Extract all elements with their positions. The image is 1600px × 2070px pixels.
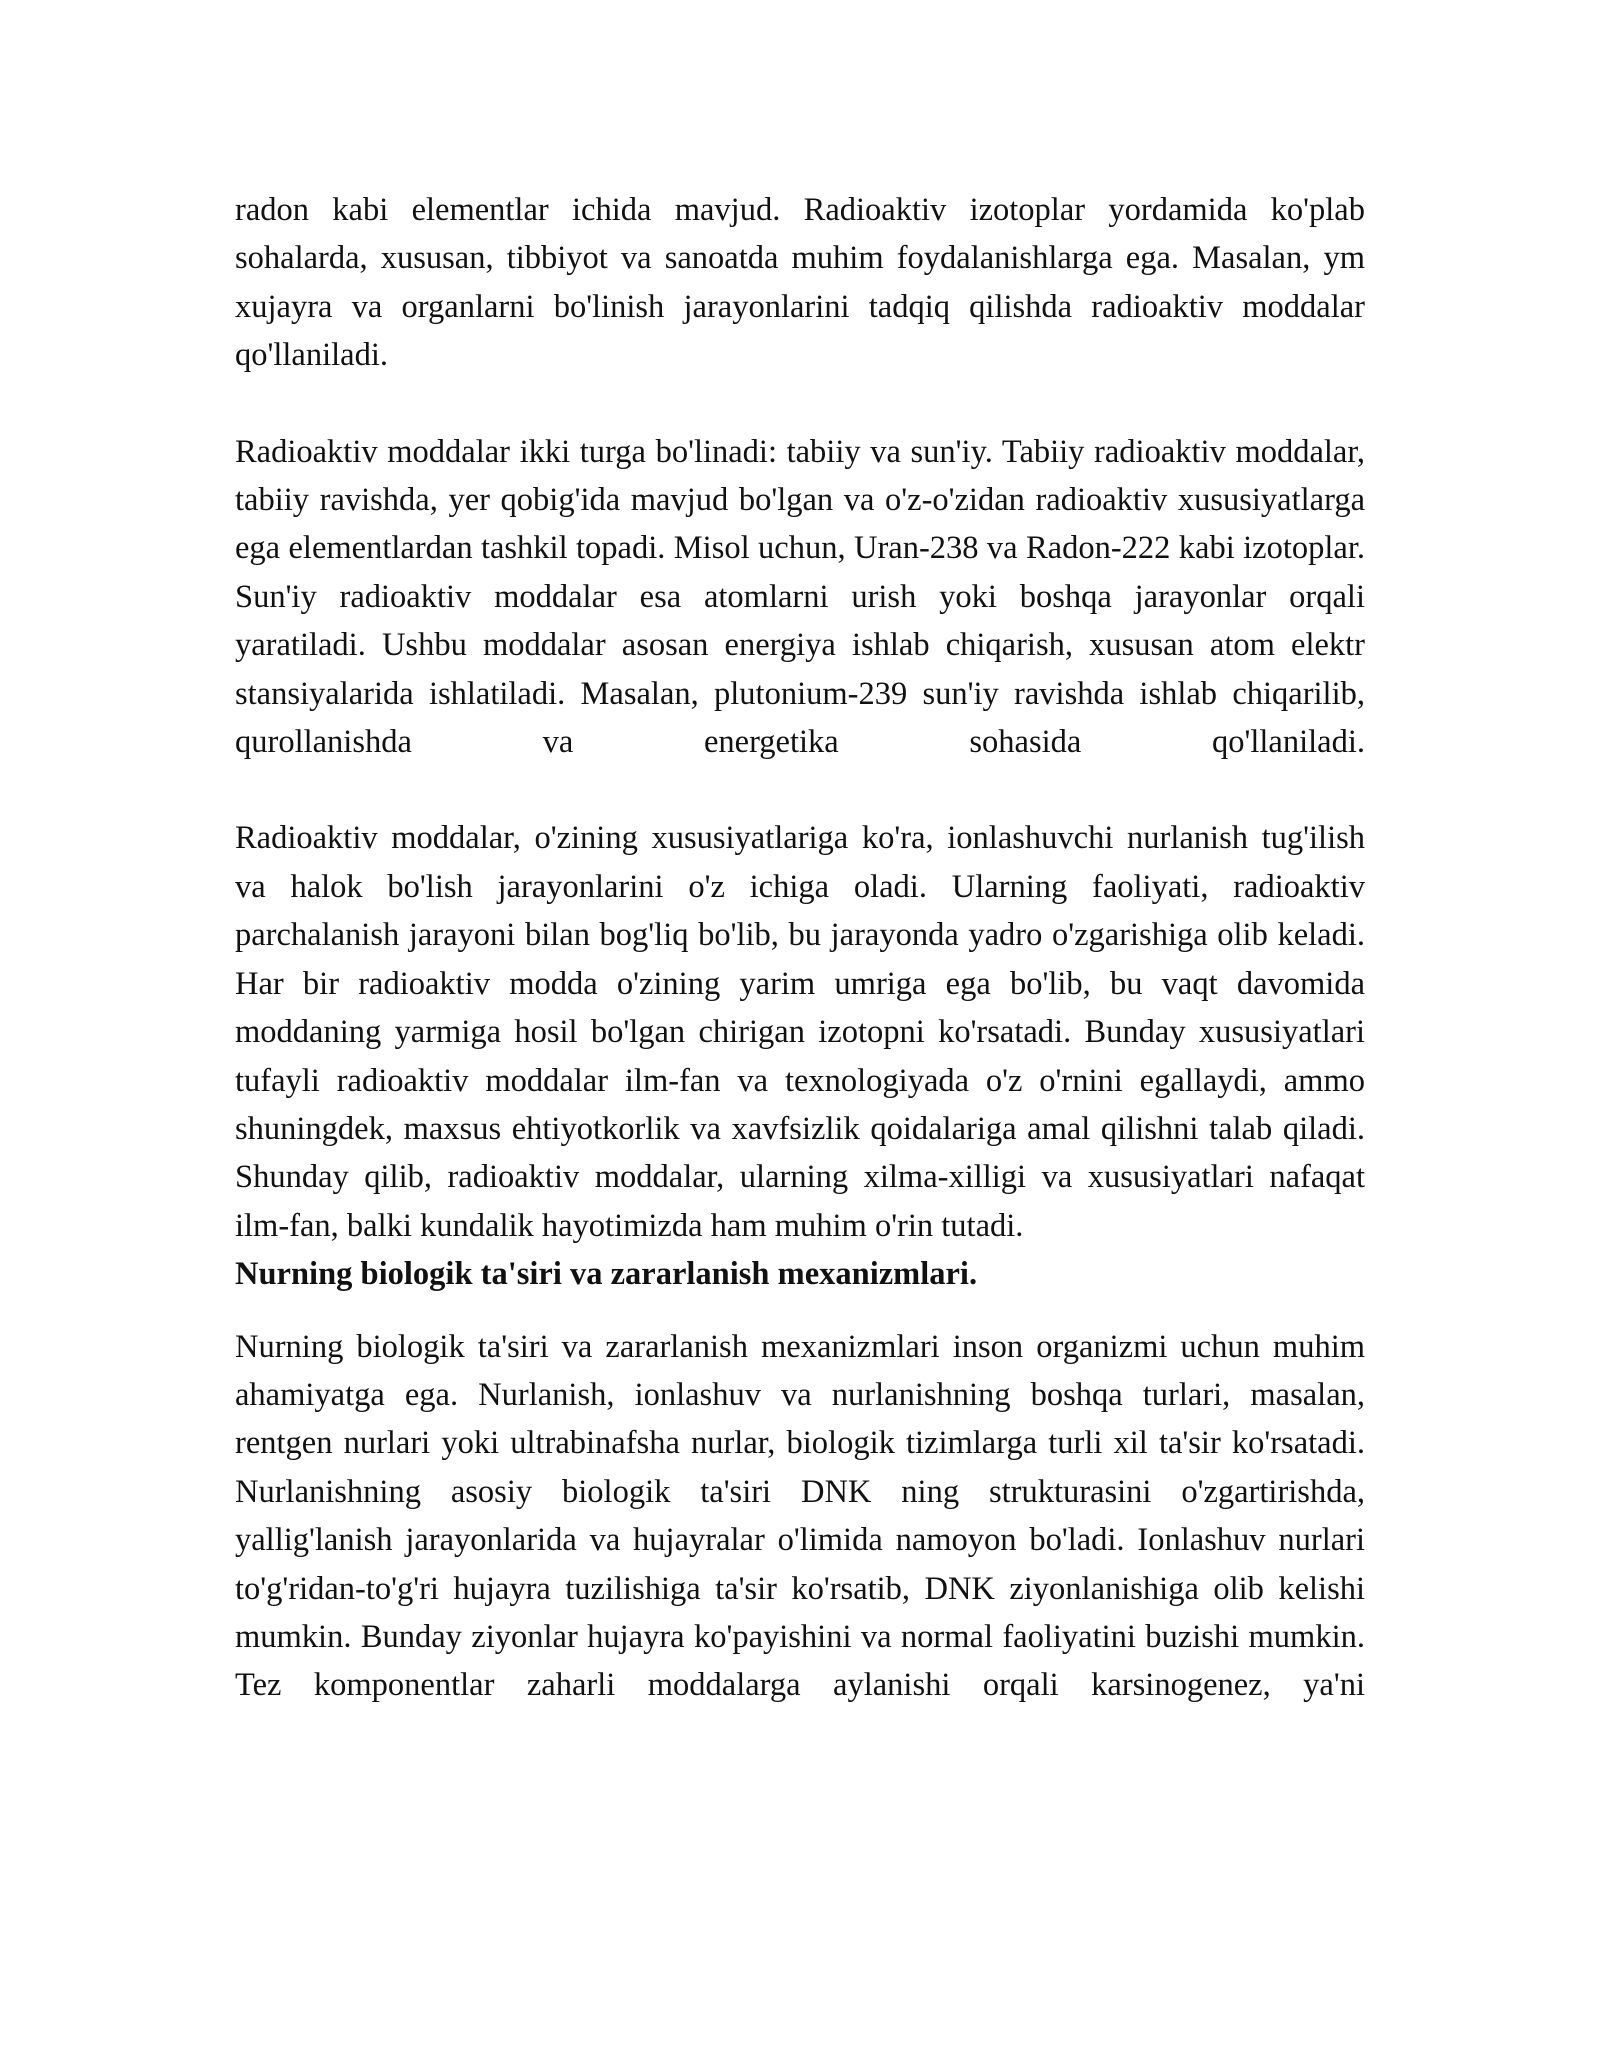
paragraph: Nurning biologik ta'siri va zararlanish mexanizmlari inson organizmi uchun muhim ahamiyatga ega. Nurlanish, ionlashuv va nurlanishning boshqa turlari, masalan, rentgen nurlari yoki ultrabinafsha nurlar, biologik tizimlarga turli xil ta'sir ko'rsatadi. Nurlanishning asosiy biologik ta'siri DNK ning strukturasini o'zgartirishda, yallig'lanish jarayonlarida va hujayralar o'limida namoyon bo'ladi. Ionlashuv nurlari to'g'ridan-to'g'ri hujayra tuzilishiga ta'sir ko'rsatib, DNK ziyonlanishiga olib kelishi mumkin. Bunday ziyonlar hujayra ko'payishini va normal faoliyatini buzishi mumkin. Tez komponentlar zaharli moddalarga aylanishi orqali karsinogenez, ya'ni bbox=[235, 1328, 1365, 1704]
page-content bbox=[235, 186, 1365, 1710]
paragraph: radon kabi elementlar ichida mavjud. Radioaktiv izotoplar yordamida ko'plab sohalarda, xususan, tibbiyot va sanoatda muhim foydalanishlarga ega. Masalan, ym xujayra va organlarni bo'linish jarayonlarini tadqiq qilishda radioaktiv moddalar qo'llaniladi. bbox=[235, 192, 1365, 374]
paragraph: Radioaktiv moddalar ikki turga bo'linadi: tabiiy va sun'iy. Tabiiy radioaktiv moddalar, tabiiy ravishda, yer qobig'ida mavjud bo'lgan va o'z-o'zidan radioaktiv xususiyatlarga ega elementlardan tashkil topadi. Misol uchun, Uran-238 va Radon-222 kabi izotoplar. Sun'iy radioaktiv moddalar esa atomlarni urish yoki boshqa jarayonlar orqali yaratiladi. Ushbu moddalar asosan energiya ishlab chiqarish, xususan atom elektr stansiyalarida ishlatiladi. Masalan, plutonium-239 sun'iy ravishda ishlab chiqarilib, qurollanishda va energetika sohasida qo'llaniladi. bbox=[235, 433, 1365, 761]
paragraph: Radioaktiv moddalar, o'zining xususiyatlariga ko'ra, ionlashuvchi nurlanish tug'ilish va halok bo'lish jarayonlarini o'z ichiga oladi. Ularning faoliyati, radioaktiv parchalanish jarayoni bilan bog'liq bo'lib, bu jarayonda yadro o'zgarishiga olib keladi. Har bir radioaktiv modda o'zining yarim umriga ega bo'lib, bu vaqt davomida moddaning yarmiga hosil bo'lgan chirigan izotopni ko'rsatadi. Bunday xususiyatlari tufayli radioaktiv moddalar ilm-fan va texnologiyada o'z o'rnini egallaydi, ammo shuningdek, maxsus ehtiyotkorlik va xavfsizlik qoidalariga amal qilishni talab qiladi. Shunday qilib, radioaktiv moddalar, ularning xilma-xilligi va xususiyatlari nafaqat ilm-fan, balki kundalik hayotimizda ham muhim o'rin tutadi. bbox=[235, 820, 1365, 1244]
section-heading: Nurning biologik ta'siri va zararlanish mexanizmlari. bbox=[235, 1256, 978, 1293]
